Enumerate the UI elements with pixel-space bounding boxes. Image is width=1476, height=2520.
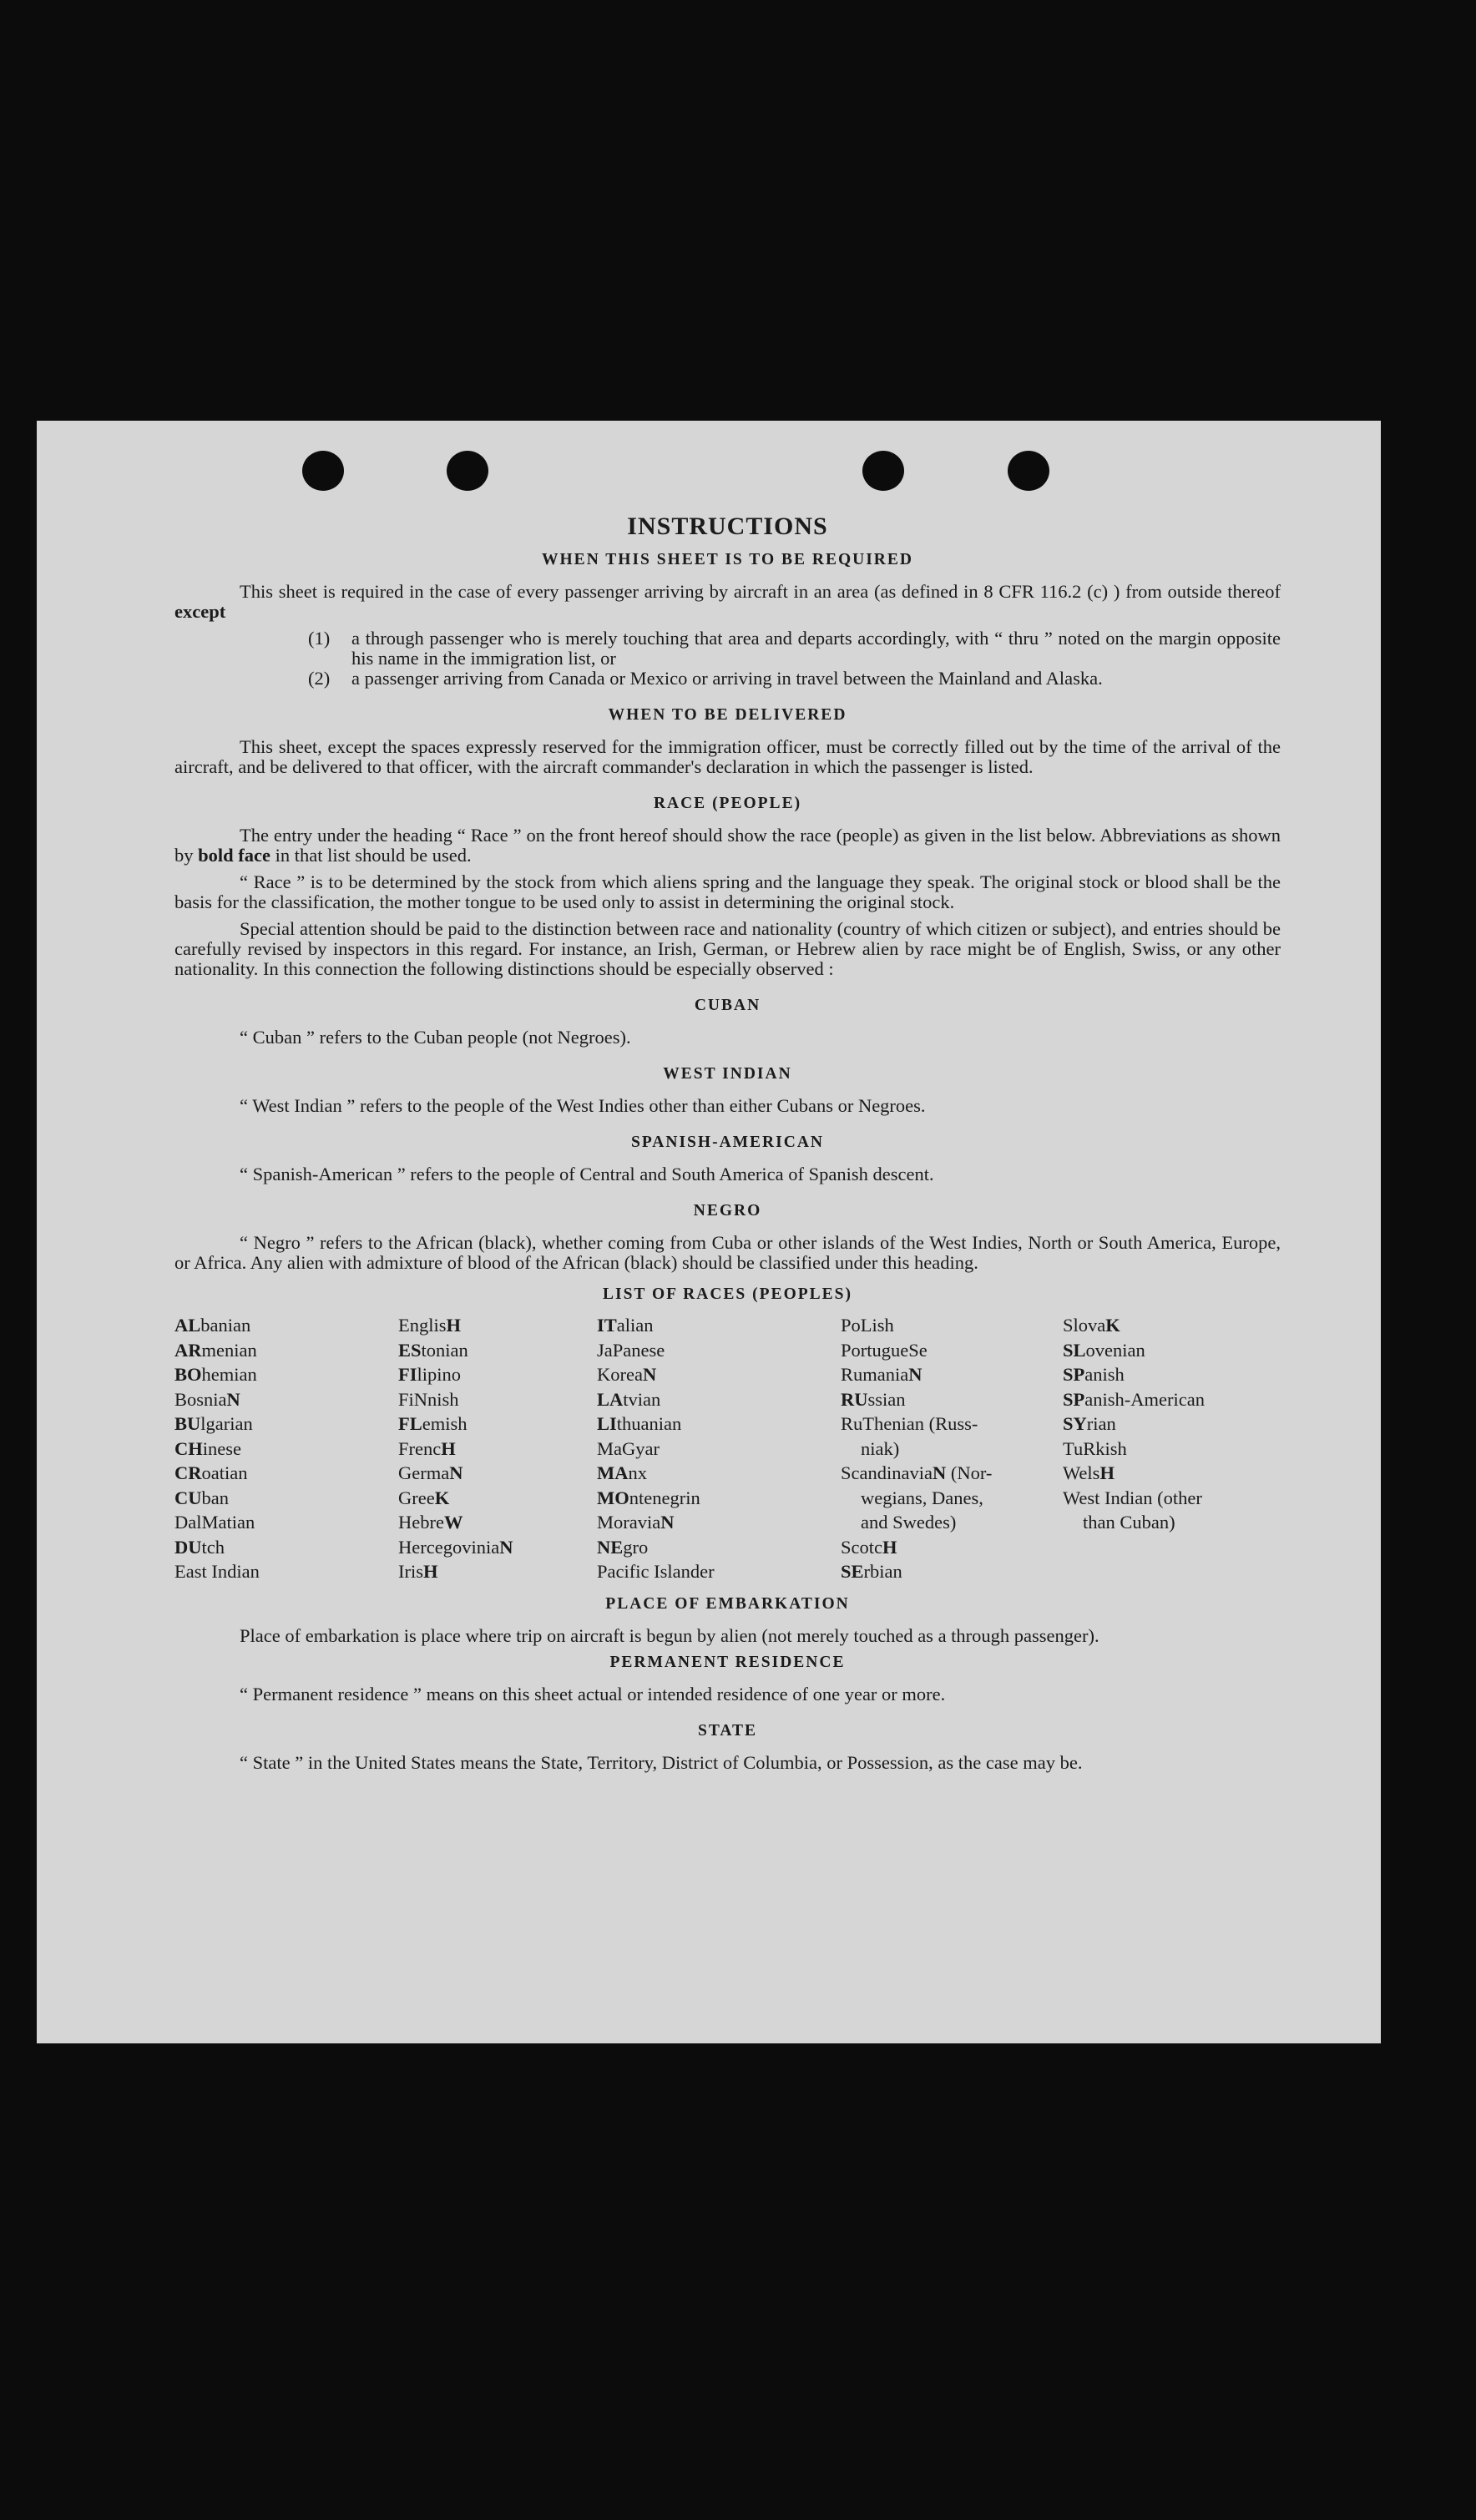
- embarkation-text: Place of embarkation is place where trip on aircraft is begun by alien (not merely touched as a through passenger).: [240, 1624, 1099, 1646]
- section-heading-permanent-residence: PERMANENT RESIDENCE: [609, 1653, 846, 1671]
- race-entry: EnglisH: [398, 1315, 462, 1336]
- race-entry: FrencH: [398, 1437, 456, 1459]
- negro-text: “ Negro ” refers to the African (black), whether coming from Cuba or other islands of the West Indies, North or South America, Europe, or Africa. Any alien with admixture of blood of the African (black) should be classified under this heading.: [174, 1232, 1281, 1273]
- races-column: [398, 1313, 597, 1584]
- race-entry: MAnx: [597, 1462, 647, 1483]
- race-entry: CRoatian: [174, 1462, 248, 1483]
- cuban-text: “ Cuban ” refers to the Cuban people (not Negroes).: [240, 1027, 631, 1048]
- exception-item: (2) a passenger arriving from Canada or Mexico or arriving in travel between the Mainland and Alaska.: [308, 668, 1103, 689]
- punch-hole: [1008, 451, 1049, 491]
- race-entry: IrisH: [398, 1561, 438, 1582]
- section-heading-negro: NEGRO: [693, 1202, 762, 1220]
- race-entry: CUban: [174, 1487, 229, 1508]
- section-heading-when-required: WHEN THIS SHEET IS TO BE REQUIRED: [542, 551, 913, 568]
- race-entry: GermaN: [398, 1462, 463, 1483]
- races-column: [1063, 1313, 1281, 1584]
- race-entry: PortugueSe: [841, 1339, 928, 1361]
- race-entry: RumaniaN: [841, 1364, 922, 1385]
- race-entry: BOhemian: [174, 1364, 257, 1385]
- section-heading-race: RACE (PEOPLE): [653, 795, 802, 812]
- race-entry: PoLish: [841, 1315, 894, 1336]
- race-entry: CHinese: [174, 1437, 241, 1459]
- race-entry: West Indian (other: [1063, 1487, 1202, 1508]
- race-entry: and Swedes): [861, 1512, 957, 1533]
- race-entry: FLemish: [398, 1413, 468, 1434]
- permanent-residence-text: “ Permanent residence ” means on this sheet actual or intended residence of one year or more.: [240, 1683, 946, 1704]
- race-paragraph-3: Special attention should be paid to the distinction between race and nationality (country of which citizen or subject), and entries should be carefully revised by inspectors in this regard. For instance, an Irish, German, or Hebrew alien by race might be of English, Swiss, or any other nationality. In this connection the following distinctions should be especially observed :: [174, 918, 1281, 979]
- race-entry: NEgro: [597, 1536, 649, 1558]
- west-indian-text: “ West Indian ” refers to the people of the West Indies other than either Cubans or Negroes.: [240, 1095, 926, 1116]
- section-heading-when-delivered: WHEN TO BE DELIVERED: [608, 706, 847, 724]
- race-entry: MOntenegrin: [597, 1487, 700, 1508]
- spanish-american-text: “ Spanish-American ” refers to the people of Central and South America of Spanish descent.: [240, 1164, 934, 1184]
- race-entry: DUtch: [174, 1536, 225, 1558]
- race-entry: EStonian: [398, 1339, 468, 1361]
- exception-item: (1) a through passenger who is merely touching that area and departs accordingly, with “ thru ” noted on the margin opposite his name in the immigration list, or: [308, 628, 1281, 669]
- race-entry: than Cuban): [1083, 1512, 1175, 1533]
- race-entry: KoreaN: [597, 1364, 657, 1385]
- race-entry: ALbanian: [174, 1315, 251, 1336]
- race-paragraph-2: “ Race ” is to be determined by the stock from which aliens spring and the language they speak. The original stock or blood shall be the basis for the classification, the mother tongue to be used only to assist in determining the original stock.: [174, 871, 1281, 912]
- when-delivered-text: This sheet, except the spaces expressly reserved for the immigration officer, must be correctly filled out by the time of the arrival of the aircraft, and be delivered to that officer, with the aircraft commander's declaration in which the passenger is listed.: [174, 736, 1281, 777]
- race-entry: SLovenian: [1063, 1339, 1145, 1361]
- race-entry: niak): [861, 1437, 900, 1459]
- section-heading-spanish-american: SPANISH-AMERICAN: [631, 1134, 824, 1151]
- races-column: [841, 1313, 1063, 1584]
- race-entry: BosniaN: [174, 1388, 240, 1410]
- race-entry: DalMatian: [174, 1512, 255, 1533]
- section-heading-cuban: CUBAN: [694, 997, 761, 1014]
- race-entry: SPanish-American: [1063, 1388, 1205, 1410]
- race-entry: ScotcH: [841, 1536, 897, 1558]
- race-entry: SPanish: [1063, 1364, 1125, 1385]
- races-list: [174, 1313, 1281, 1584]
- section-heading-embarkation: PLACE OF EMBARKATION: [605, 1594, 850, 1613]
- race-entry: SYrian: [1063, 1413, 1116, 1434]
- document-sheet: [37, 421, 1381, 2043]
- race-entry: ARmenian: [174, 1339, 257, 1361]
- instructions-content: [174, 513, 1281, 1780]
- race-entry: Pacific Islander: [597, 1561, 715, 1582]
- race-entry: WelsH: [1063, 1462, 1115, 1483]
- race-entry: HebreW: [398, 1512, 463, 1533]
- race-entry: ScandinaviaN (Nor-: [841, 1462, 993, 1483]
- races-column: [174, 1313, 398, 1584]
- exception-list: [174, 629, 1281, 689]
- race-entry: LAtvian: [597, 1388, 661, 1410]
- state-text: “ State ” in the United States means the State, Territory, District of Columbia, or Possession, as the case may be.: [240, 1751, 1083, 1773]
- race-entry: LIthuanian: [597, 1413, 682, 1434]
- races-column: [597, 1313, 841, 1584]
- race-entry: TuRkish: [1063, 1437, 1127, 1459]
- punch-hole: [302, 451, 344, 491]
- race-entry: MaGyar: [597, 1437, 660, 1459]
- race-entry: East Indian: [174, 1561, 260, 1582]
- race-entry: RuThenian (Russ-: [841, 1413, 978, 1434]
- race-entry: wegians, Danes,: [861, 1487, 983, 1508]
- page-title: INSTRUCTIONS: [627, 513, 828, 540]
- race-paragraph-1: The entry under the heading “ Race ” on the front hereof should show the race (people) as given in the list below. Abbreviations as shown by bold face in that list should be used.: [174, 825, 1281, 866]
- race-entry: GreeK: [398, 1487, 450, 1508]
- section-heading-list-of-races: LIST OF RACES (PEOPLES): [602, 1285, 852, 1303]
- race-entry: HercegoviniaN: [398, 1536, 513, 1558]
- race-entry: MoraviaN: [597, 1512, 675, 1533]
- race-entry: SErbian: [841, 1561, 902, 1582]
- section-heading-west-indian: WEST INDIAN: [663, 1065, 792, 1083]
- punch-hole: [447, 451, 488, 491]
- race-entry: SlovaK: [1063, 1315, 1120, 1336]
- when-required-intro: This sheet is required in the case of every passenger arriving by aircraft in an area (as defined in 8 CFR 116.2 (c) ) from outside thereof except: [174, 581, 1281, 622]
- race-entry: ITalian: [597, 1315, 654, 1336]
- race-entry: BUlgarian: [174, 1413, 253, 1434]
- section-heading-state: STATE: [697, 1721, 758, 1740]
- punch-hole: [862, 451, 904, 491]
- race-entry: FIlipino: [398, 1364, 462, 1385]
- race-entry: RUssian: [841, 1388, 906, 1410]
- race-entry: JaPanese: [597, 1339, 665, 1361]
- race-entry: FiNnish: [398, 1388, 459, 1410]
